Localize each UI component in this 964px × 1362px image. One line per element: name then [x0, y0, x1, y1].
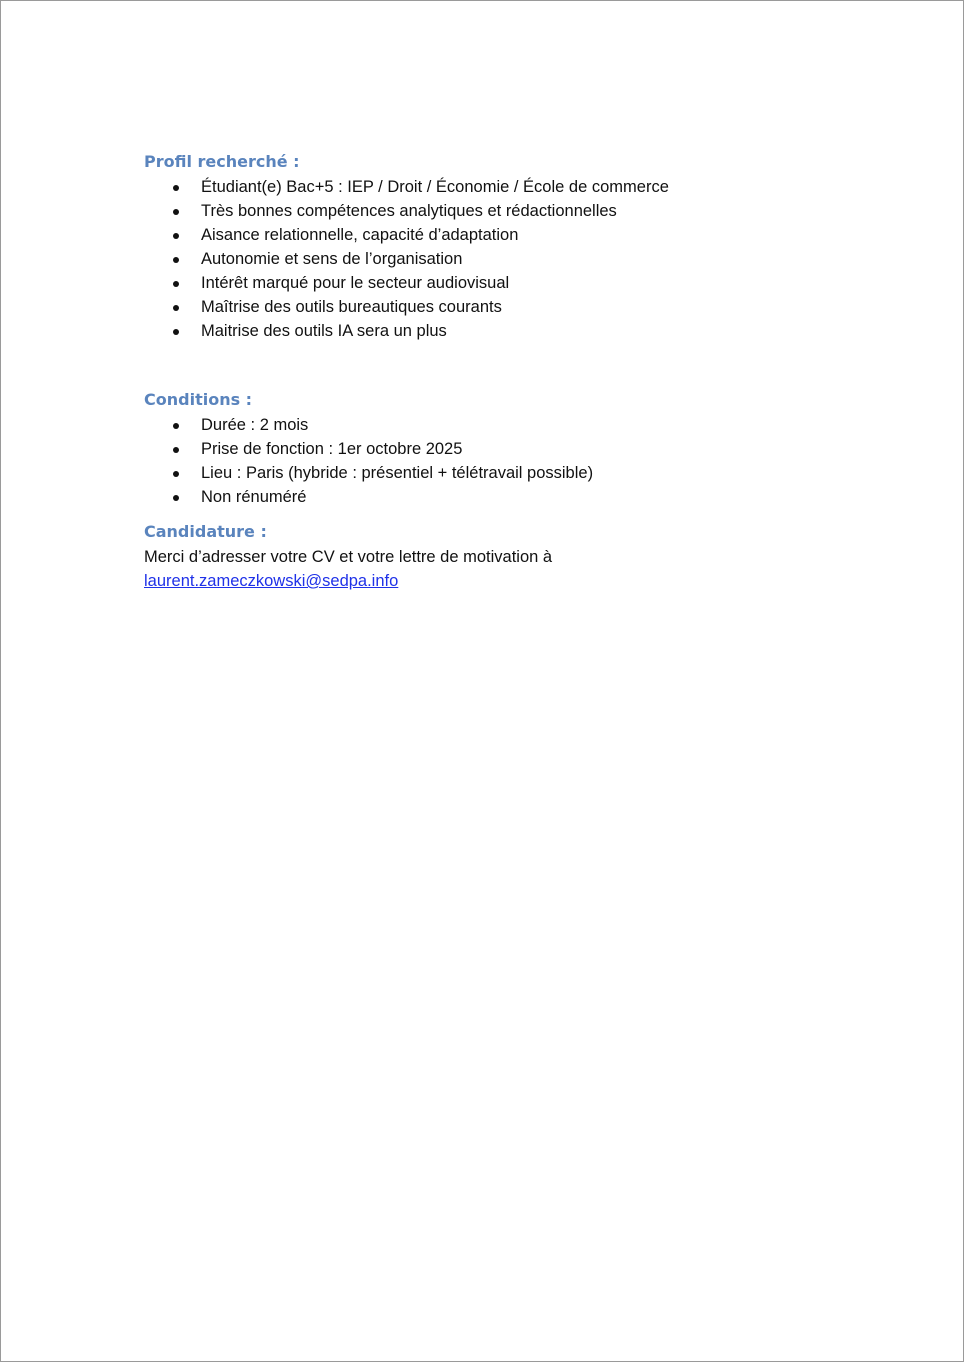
list-item	[144, 175, 844, 199]
list-item	[144, 437, 844, 461]
bullet-icon	[173, 471, 179, 477]
candidature-email-line	[144, 569, 844, 593]
email-link[interactable]: laurent.zameczkowski@sedpa.info	[144, 572, 399, 590]
list-item-text: Prise de fonction : 1er octobre 2025	[201, 440, 463, 458]
spacer	[144, 509, 844, 519]
bullet-icon	[173, 305, 179, 311]
conditions-heading: Conditions :	[144, 390, 253, 409]
list-item-text: Très bonnes compétences analytiques et rédactionnelles	[201, 202, 617, 220]
list-item-text: Non rénuméré	[201, 488, 307, 506]
conditions-list	[144, 413, 844, 509]
list-item	[144, 199, 844, 223]
list-item-text: Autonomie et sens de l’organisation	[201, 250, 463, 268]
list-item	[144, 461, 844, 485]
list-item	[144, 485, 844, 509]
bullet-icon	[173, 233, 179, 239]
list-item-text: Étudiant(e) Bac+5 : IEP / Droit / Économie / École de commerce	[201, 178, 669, 196]
list-item	[144, 295, 844, 319]
spacer	[144, 343, 844, 387]
bullet-icon	[173, 185, 179, 191]
list-item	[144, 223, 844, 247]
bullet-icon	[173, 423, 179, 429]
list-item	[144, 247, 844, 271]
bullet-icon	[173, 495, 179, 501]
list-item-text: Maitrise des outils IA sera un plus	[201, 322, 447, 340]
candidature-text: Merci d’adresser votre CV et votre lettre de motivation à	[144, 548, 553, 566]
bullet-icon	[173, 281, 179, 287]
list-item-text: Lieu : Paris (hybride : présentiel + télétravail possible)	[201, 464, 594, 482]
list-item-text: Maîtrise des outils bureautiques courants	[201, 298, 502, 316]
bullet-icon	[173, 329, 179, 335]
candidature-heading: Candidature :	[144, 522, 267, 541]
list-item-text: Durée : 2 mois	[201, 416, 309, 434]
list-item	[144, 271, 844, 295]
profil-heading: Profil recherché :	[144, 152, 300, 171]
bullet-icon	[173, 257, 179, 263]
list-item-text: Intérêt marqué pour le secteur audiovisual	[201, 274, 510, 292]
profil-list	[144, 175, 844, 343]
bullet-icon	[173, 447, 179, 453]
bullet-icon	[173, 209, 179, 215]
document-content	[144, 149, 844, 593]
list-item	[144, 413, 844, 437]
list-item	[144, 319, 844, 343]
list-item-text: Aisance relationnelle, capacité d’adaptation	[201, 226, 519, 244]
